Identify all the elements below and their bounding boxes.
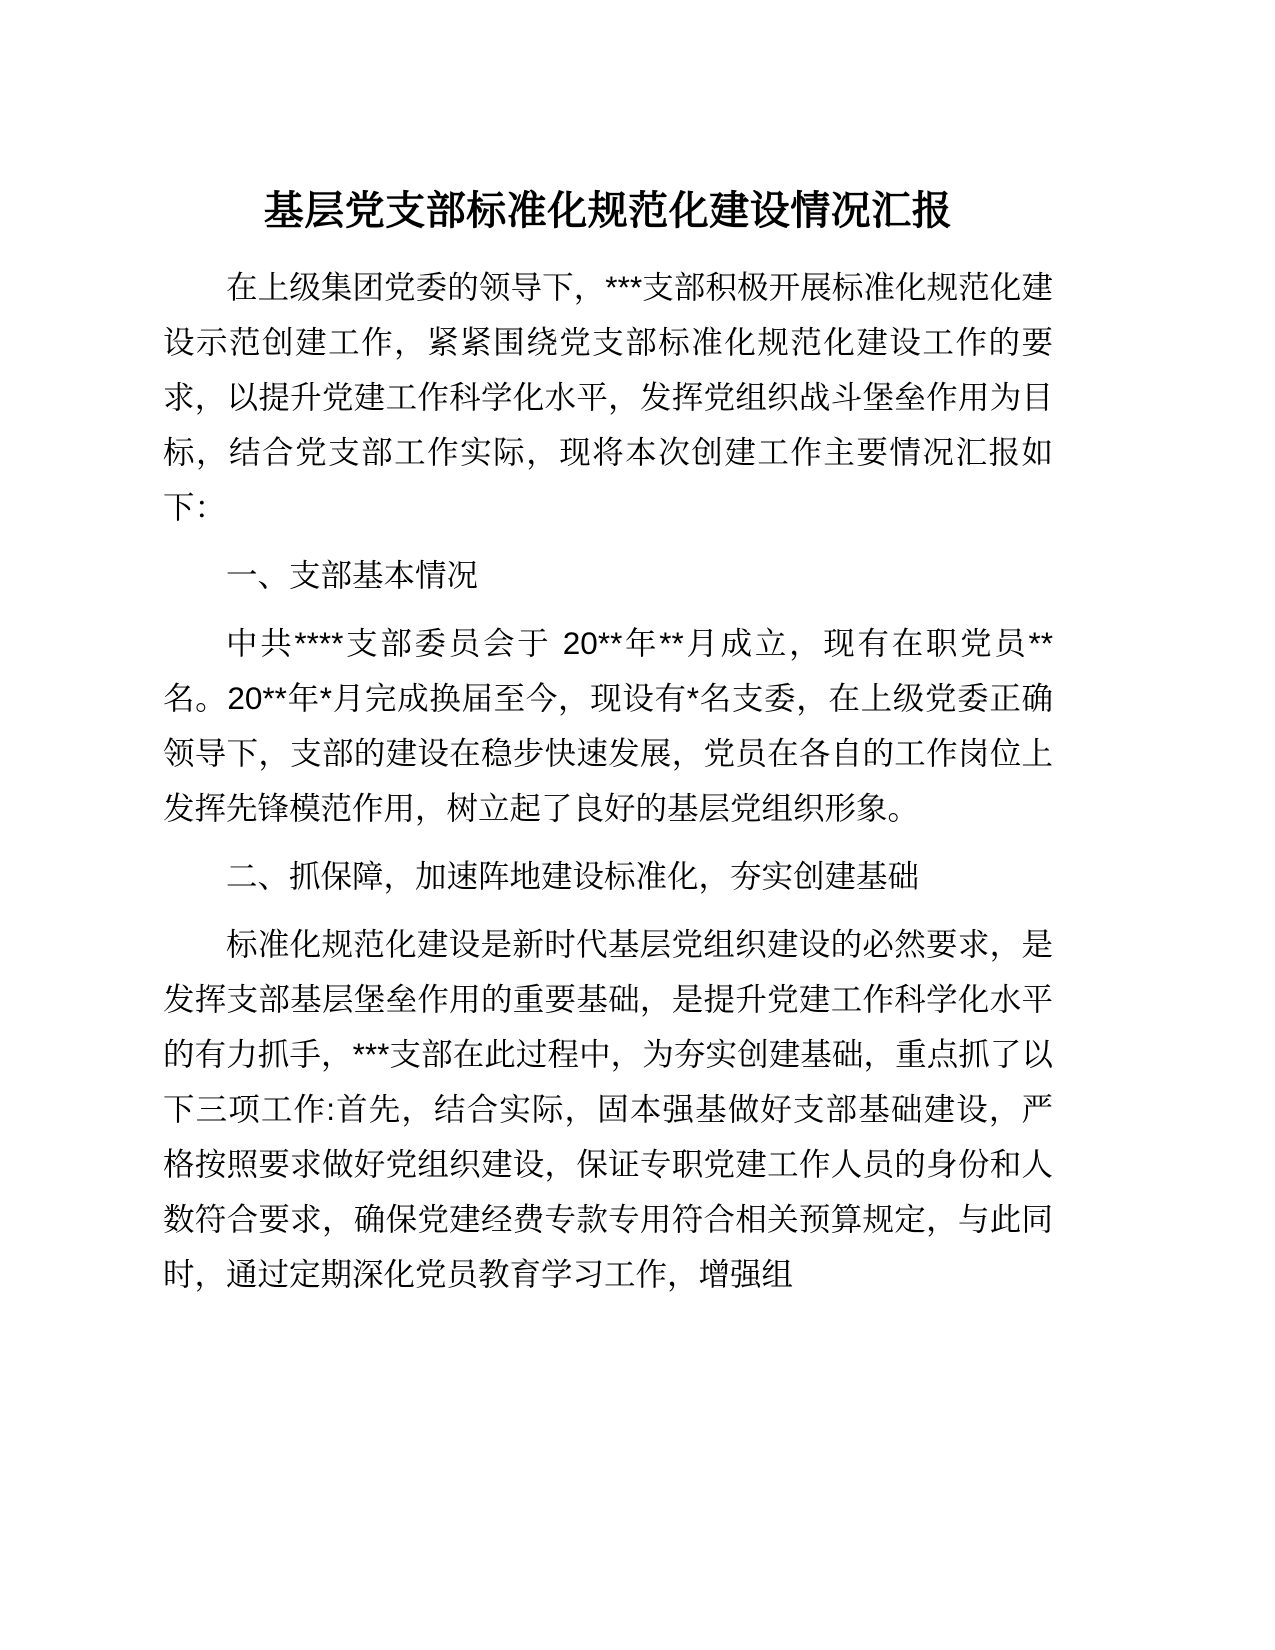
section-one-paragraph: 中共****支部委员会于 20**年**月成立，现有在职党员**名。20**年*月完成换届至今，现设有*名支委，在上级党委正确领导下，支部的建设在稳步快速发展，党员在各自的工作岗位上发挥先锋模范作用，树立起了良好的基层党组织形象。 [163, 625, 1053, 826]
section-heading-two: 二、抓保障，加速阵地建设标准化，夯实创建基础 [226, 858, 920, 894]
intro-paragraph: 在上级集团党委的领导下，***支部积极开展标准化规范化建设示范创建工作，紧紧围绕党支部标准化规范化建设工作的要求，以提升党建工作科学化水平，发挥党组织战斗堡垒作用为目标，结合党支部工作实际，现将本次创建工作主要情况汇报如下： [163, 269, 1053, 525]
page-title: 基层党支部标准化规范化建设情况汇报 [263, 189, 953, 233]
document-body [163, 186, 1053, 1302]
section-heading-one: 一、支部基本情况 [226, 557, 479, 593]
section-two-paragraph: 标准化规范化建设是新时代基层党组织建设的必然要求，是发挥支部基层堡垒作用的重要基础，是提升党建工作科学化水平的有力抓手，***支部在此过程中，为夯实创建基础，重点抓了以下三项工作:首先，结合实际，固本强基做好支部基础建设，严格按照要求做好党组织建设，保证专职党建工作人员的身份和人数符合要求，确保党建经费专款专用符合相关预算规定，与此同时，通过定期深化党员教育学习工作，增强组 [163, 926, 1053, 1292]
